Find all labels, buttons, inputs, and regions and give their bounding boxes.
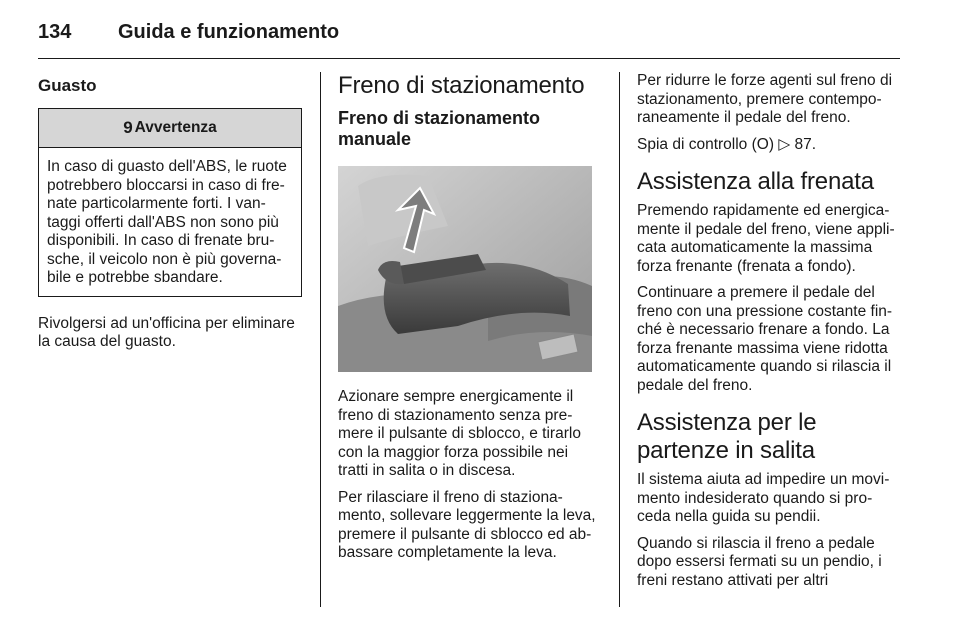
paragraph: Azionare sempre energicamente il freno di stazionamento senza pre-mere il pulsante di sblocco, e tirarlo con la maggior forza possibile nei tratti in salita o in discesa. <box>338 388 581 479</box>
subsection-heading: Freno di stazionamento manuale <box>338 108 541 149</box>
page-header <box>38 14 339 50</box>
warning-icon: 9 <box>123 118 133 137</box>
paragraph: Per rilasciare il freno di staziona-mento, sollevare leggermente la leva, premere il pulsante di sblocco ed ab-bassare completamente la leva. <box>338 488 596 561</box>
warning-box <box>38 108 302 297</box>
control-light-line <box>637 136 902 155</box>
brake-warning-light-icon: (O) <box>751 135 774 153</box>
paragraph: Il sistema aiuta ad impedire un movi-mento indesiderato quando si pro-ceda nella guida su pendii. <box>637 471 890 525</box>
section-heading-freno: Freno di stazionamento <box>338 72 585 99</box>
paragraph: Continuare a premere il pedale del freno con una pressione costante fin-ché è necessario frenare a fondo. La forza frenante massima viene ridotta automaticamente quando si rilascia il pedale del freno. <box>637 284 893 394</box>
chapter-title: Guida e funzionamento <box>118 20 340 43</box>
section-heading-assistenza-partenze: Assistenza per le partenze in salita <box>637 409 817 464</box>
column-right <box>637 72 902 598</box>
page-number: 134 <box>38 20 72 43</box>
paragraph: Rivolgersi ad un'officina per eliminare la causa del guasto. <box>38 314 295 350</box>
paragraph: Per ridurre le forze agenti sul freno di stazionamento, premere contempo-raneamente il pedale del freno. <box>637 72 893 126</box>
warning-header <box>39 109 301 148</box>
column-divider <box>320 72 321 607</box>
column-middle <box>338 72 602 571</box>
paragraph: Quando si rilascia il freno a pedale dopo essersi fermati su un pendio, i freni restano attivati per altri <box>637 534 882 589</box>
parking-brake-photo <box>338 166 592 372</box>
parking-brake-illustration <box>338 166 592 372</box>
paragraph: Premendo rapidamente ed energica-mente il pedale del freno, viene appli-cata automaticamente la massima forza frenante (frenata a fondo). <box>637 202 895 275</box>
header-rule <box>38 58 900 59</box>
column-divider <box>619 72 620 607</box>
page-reference-icon: ▷ <box>778 135 791 153</box>
warning-text: In caso di guasto dell'ABS, le ruote potrebbero bloccarsi in caso di fre-nate particolarmente forti. I van-taggi offerti dall'ABS non sono più disponibili. In caso di frenate bru-sche, il veicolo non è più governa-bile e potrebbe sbandare. <box>47 158 287 286</box>
control-light-label: Spia di controllo <box>637 135 748 153</box>
column-left <box>38 72 302 360</box>
section-heading-assistenza-frenata: Assistenza alla frenata <box>637 168 874 195</box>
section-heading-guasto: Guasto <box>38 76 97 95</box>
page-reference: 87. <box>794 135 817 153</box>
warning-body <box>39 148 301 296</box>
warning-title: Avvertenza <box>134 119 217 136</box>
